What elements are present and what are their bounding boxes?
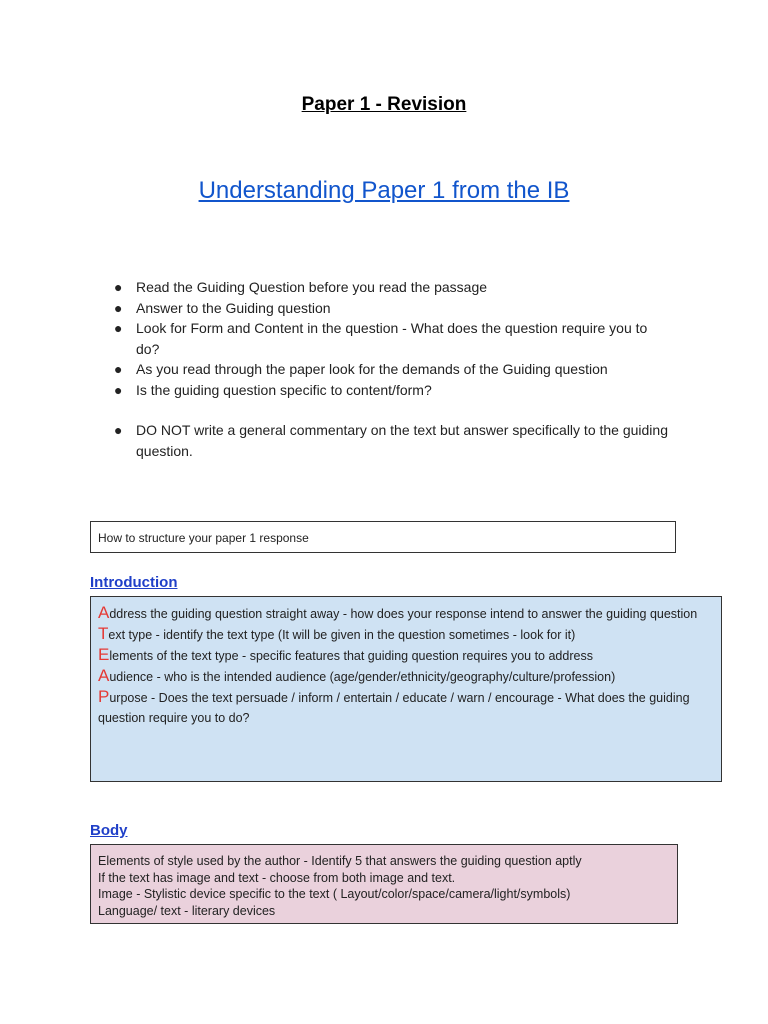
list-item bbox=[112, 277, 672, 298]
intro-text: ext type - identify the text type (It will be given in the question sometimes - look for it) bbox=[108, 628, 576, 642]
body-line: Language/ text - literary devices bbox=[98, 903, 276, 918]
intro-text: urpose - Does the text persuade / inform / entertain / educate / warn / encourage - What does the guiding question require you to do? bbox=[98, 691, 690, 725]
intro-text: ddress the guiding question straight away - how does your response intend to answer the guiding question bbox=[109, 607, 698, 621]
list-item bbox=[112, 298, 672, 319]
list-item bbox=[112, 318, 672, 359]
intro-initial: E bbox=[98, 645, 110, 664]
list-item bbox=[112, 420, 672, 461]
intro-initial: P bbox=[98, 687, 110, 706]
bullet-dot-icon: ● bbox=[114, 320, 123, 336]
bullet-list bbox=[112, 277, 672, 461]
intro-item bbox=[98, 645, 714, 666]
intro-text: lements of the text type - specific features that guiding question requires you to address bbox=[109, 649, 593, 663]
body-line: Image - Stylistic device specific to the text ( Layout/color/space/camera/light/symbols) bbox=[98, 887, 571, 901]
bullet-text: As you read through the paper look for the demands of the Guiding question bbox=[136, 361, 608, 377]
body-heading: Body bbox=[90, 822, 128, 839]
introduction-box bbox=[90, 596, 722, 782]
bullet-text: Is the guiding question specific to content/form? bbox=[136, 381, 432, 398]
introduction-heading: Introduction bbox=[90, 574, 178, 591]
intro-initial: A bbox=[98, 666, 110, 685]
page-title: Paper 1 - Revision bbox=[301, 94, 467, 115]
bullet-text: DO NOT write a general commentary on the text but answer specifically to the guiding question. bbox=[136, 422, 668, 459]
bullet-dot-icon: ● bbox=[114, 361, 123, 377]
intro-item bbox=[98, 687, 714, 728]
bullet-dot-icon: ● bbox=[114, 381, 123, 398]
intro-item bbox=[98, 603, 714, 624]
intro-item bbox=[98, 666, 714, 687]
bullet-dot-icon: ● bbox=[114, 422, 123, 438]
intro-item bbox=[98, 624, 714, 645]
body-line: Elements of style used by the author - Identify 5 that answers the guiding question aptly bbox=[98, 854, 582, 868]
bullet-text: Look for Form and Content in the question - What does the question require you to do? bbox=[136, 320, 648, 357]
intro-initial: A bbox=[98, 603, 110, 622]
list-item bbox=[112, 380, 672, 401]
bullet-text: Answer to the Guiding question bbox=[136, 299, 331, 316]
body-box bbox=[90, 844, 678, 924]
list-spacer bbox=[112, 400, 672, 420]
bullet-text: Read the Guiding Question before you read the passage bbox=[136, 279, 488, 295]
bullet-dot-icon: ● bbox=[114, 299, 123, 316]
list-item bbox=[112, 359, 672, 380]
body-line: If the text has image and text - choose from both image and text. bbox=[98, 870, 456, 885]
intro-text: udience - who is the intended audience (age/gender/ethnicity/geography/culture/profession) bbox=[109, 670, 616, 684]
intro-initial: T bbox=[98, 624, 109, 643]
bullet-dot-icon: ● bbox=[114, 279, 123, 295]
subtitle-link[interactable]: Understanding Paper 1 from the IB bbox=[198, 177, 570, 204]
structure-box: How to structure your paper 1 response bbox=[90, 521, 676, 553]
